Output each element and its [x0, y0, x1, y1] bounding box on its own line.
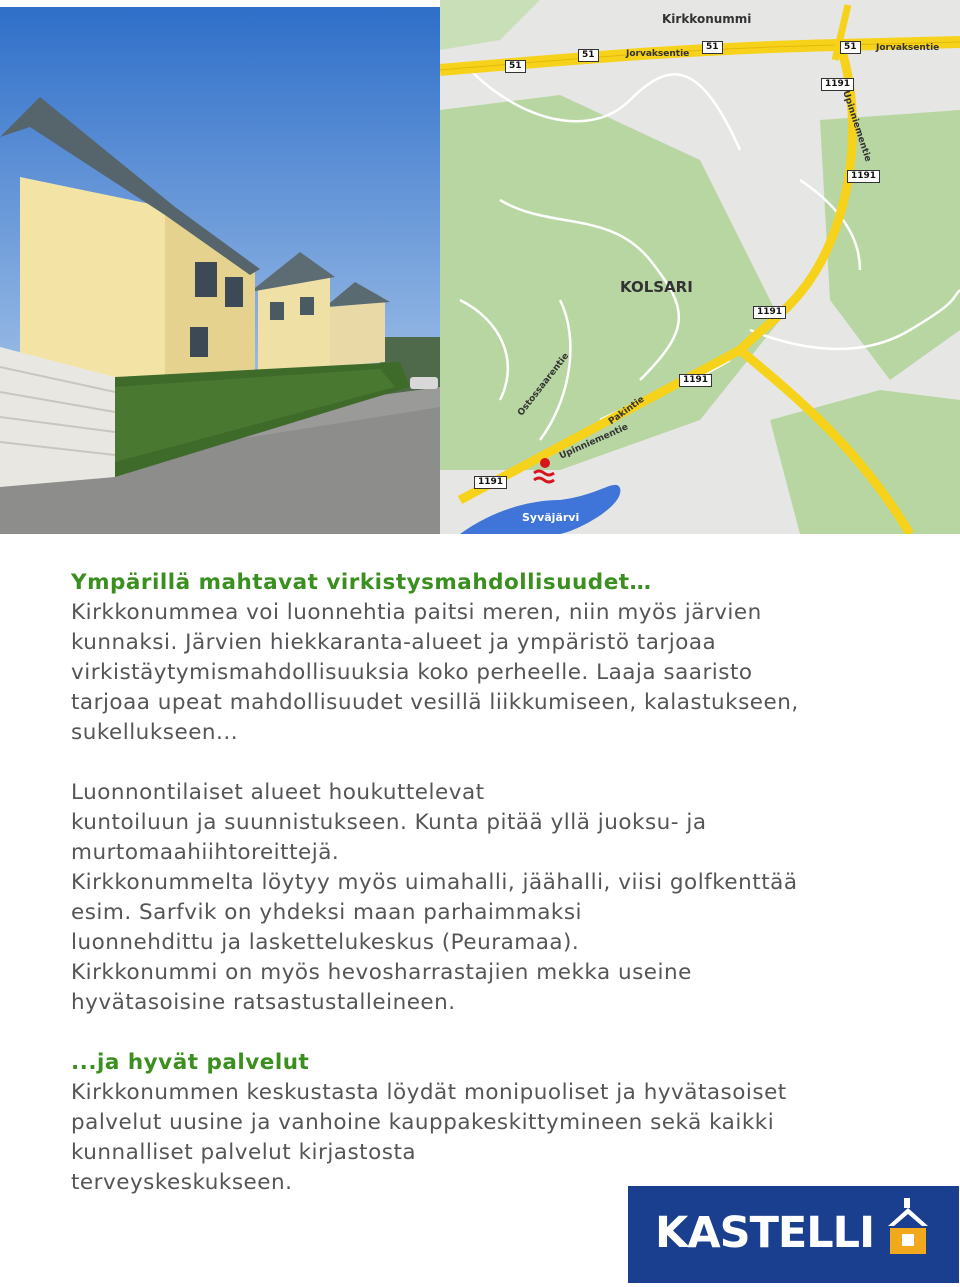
road-shield-1191: 1191: [474, 476, 507, 489]
road-shield-51: 51: [840, 41, 861, 54]
article-body: [71, 568, 921, 1198]
road-shield-51: 51: [578, 49, 599, 62]
map-label-syvajarvi: Syväjärvi: [522, 511, 580, 524]
kastelli-logo: [628, 1186, 959, 1283]
section-heading-services: ...ja hyvät palvelut: [71, 1050, 310, 1075]
location-map: [440, 0, 960, 534]
map-label-kolsari: KOLSARI: [620, 278, 693, 296]
road-name-upinniementie: Upinniementie: [557, 422, 630, 462]
road-shield-1191: 1191: [753, 306, 786, 319]
road-shield-51: 51: [505, 60, 526, 73]
paragraph-outdoor-activities: Luonnontilaiset alueet houkuttelevat kuntoiluun ja suunnistukseen. Kunta pitää yllä juoksu- ja murtomaahiihtoreittejä. Kirkkonummelta löytyy myös uimahalli, jäähalli, viisi golfkenttää esim. Sarfvik on yhdeksi maan parhaimmaksi luonnehdittu ja laskettelukeskus (Peuramaa). Kirkkonummi on myös hevosharrastajien mekka useine hyvätasoisine ratsastustalleineen.: [71, 780, 798, 1015]
paragraph-services: Kirkkonummen keskustasta löydät monipuoliset ja hyvätasoiset palvelut uusine ja vanhoine kauppakeskittymineen sekä kaikki kunnalliset palvelut kirjastosta terveyskeskukseen.: [71, 1080, 787, 1195]
house-rendering-image: [0, 7, 440, 534]
section-heading-recreation: Ympärillä mahtavat virkistysmahdollisuudet…: [71, 570, 652, 595]
road-name-upinniementie: Upinniementie: [840, 89, 873, 164]
road-name-jorvaksentie: Jorvaksentie: [626, 49, 690, 59]
road-shield-51: 51: [702, 41, 723, 54]
road-name-pakintie: Pakintie: [607, 394, 647, 428]
logo-text: KASTELLI: [655, 1208, 875, 1258]
paragraph-lakes: Kirkkonummea voi luonnehtia paitsi meren, niin myös järvien kunnaksi. Järvien hiekkaranta-alueet ja ympäristö tarjoaa virkistäytymismahdollisuuksia koko perheelle. Laaja saaristo tarjoaa upeat mahdollisuudet vesillä liikkumiseen, kalastukseen, sukellukseen...: [71, 600, 799, 745]
house-logo-icon: [886, 1198, 930, 1258]
road-shield-1191: 1191: [821, 78, 854, 91]
road-shield-1191: 1191: [679, 374, 712, 387]
road-name-ostossaarentie: Ostossaarentie: [516, 351, 572, 419]
road-shield-1191: 1191: [847, 170, 880, 183]
map-label-kirkkonummi: Kirkkonummi: [662, 12, 752, 26]
road-name-jorvaksentie: Jorvaksentie: [876, 43, 940, 53]
